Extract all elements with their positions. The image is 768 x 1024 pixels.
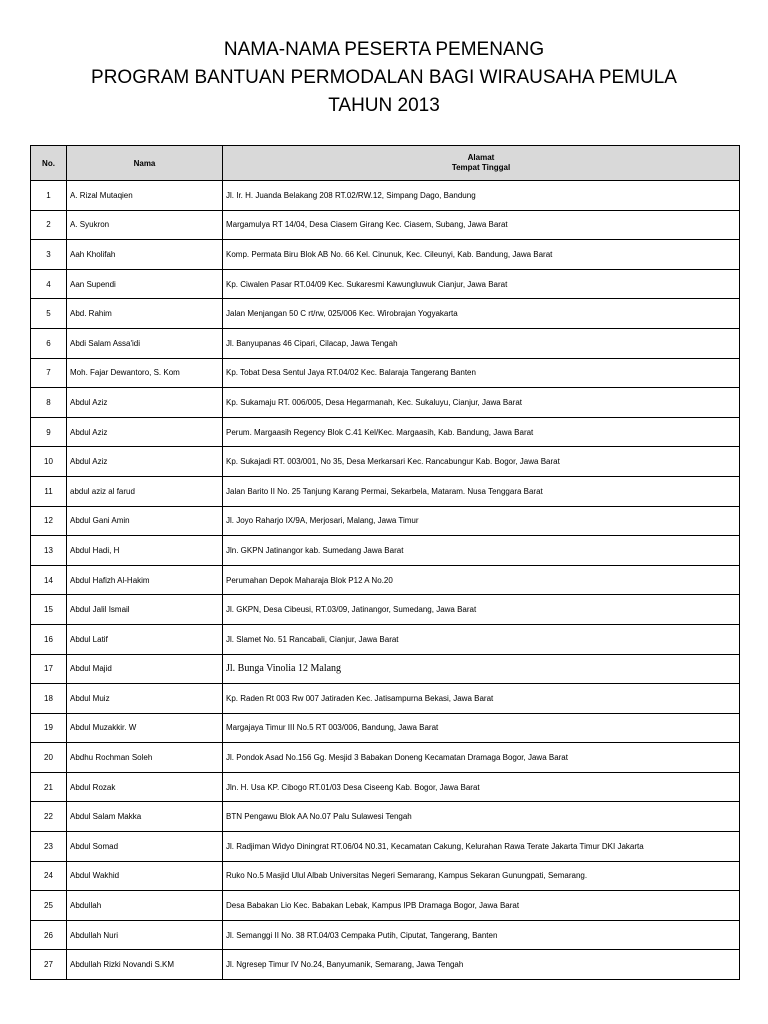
table-row [31, 891, 740, 921]
cell-nama: Abdul Somad [67, 832, 223, 862]
cell-alamat: Jl. Semanggi II No. 38 RT.04/03 Cempaka Putih, Ciputat, Tangerang, Banten [223, 920, 740, 950]
table-row [31, 565, 740, 595]
cell-alamat: Kp. Sukamaju RT. 006/005, Desa Hegarmanah, Kec. Sukaluyu, Cianjur, Jawa Barat [223, 388, 740, 418]
table-header-row [31, 146, 740, 181]
cell-no: 4 [31, 269, 67, 299]
cell-no: 6 [31, 328, 67, 358]
cell-alamat: Jl. GKPN, Desa Cibeusi, RT.03/09, Jatinangor, Sumedang, Jawa Barat [223, 595, 740, 625]
cell-alamat: Jl. Ir. H. Juanda Belakang 208 RT.02/RW.12, Simpang Dago, Bandung [223, 181, 740, 211]
table-row [31, 240, 740, 270]
cell-nama: Abdhu Rochman Soleh [67, 743, 223, 773]
cell-alamat: Kp. Raden Rt 003 Rw 007 Jatiraden Kec. Jatisampurna Bekasi, Jawa Barat [223, 684, 740, 714]
cell-alamat: Kp. Sukajadi RT. 003/001, No 35, Desa Merkarsari Kec. Rancabungur Kab. Bogor, Jawa Barat [223, 447, 740, 477]
cell-no: 27 [31, 950, 67, 980]
cell-nama: Abdul Rozak [67, 772, 223, 802]
table-row [31, 624, 740, 654]
table-row [31, 654, 740, 684]
table-row [31, 269, 740, 299]
cell-nama: Abdul Muzakkir. W [67, 713, 223, 743]
cell-nama: Abdi Salam Assa'idi [67, 328, 223, 358]
table-row [31, 210, 740, 240]
cell-alamat: Jln. H. Usa KP. Cibogo RT.01/03 Desa Ciseeng Kab. Bogor, Jawa Barat [223, 772, 740, 802]
table-row [31, 802, 740, 832]
cell-nama: Abd. Rahim [67, 299, 223, 329]
cell-alamat: BTN Pengawu Blok AA No.07 Palu Sulawesi Tengah [223, 802, 740, 832]
cell-nama: Abdul Muiz [67, 684, 223, 714]
cell-no: 12 [31, 506, 67, 536]
cell-alamat: Kp. Tobat Desa Sentul Jaya RT.04/02 Kec. Balaraja Tangerang Banten [223, 358, 740, 388]
cell-nama: Abdul Aziz [67, 388, 223, 418]
cell-no: 26 [31, 920, 67, 950]
cell-no: 22 [31, 802, 67, 832]
table-row [31, 358, 740, 388]
cell-alamat: Kp. Ciwalen Pasar RT.04/09 Kec. Sukaresmi Kawungluwuk Cianjur, Jawa Barat [223, 269, 740, 299]
cell-alamat: Jalan Barito II No. 25 Tanjung Karang Permai, Sekarbela, Mataram. Nusa Tenggara Barat [223, 476, 740, 506]
cell-nama: Moh. Fajar Dewantoro, S. Kom [67, 358, 223, 388]
header-alamat [223, 146, 740, 181]
cell-alamat: Jln. GKPN Jatinangor kab. Sumedang Jawa Barat [223, 536, 740, 566]
cell-no: 2 [31, 210, 67, 240]
cell-nama: Abdul Hadi, H [67, 536, 223, 566]
cell-nama: Abdul Jalil Ismail [67, 595, 223, 625]
cell-no: 24 [31, 861, 67, 891]
cell-no: 25 [31, 891, 67, 921]
title-line-1: NAMA-NAMA PESERTA PEMENANG [223, 39, 545, 60]
cell-nama: Abdul Majid [67, 654, 223, 684]
cell-alamat: Perumahan Depok Maharaja Blok P12 A No.20 [223, 565, 740, 595]
cell-nama: A. Syukron [67, 210, 223, 240]
cell-alamat: Komp. Permata Biru Blok AB No. 66 Kel. Cinunuk, Kec. Cileunyi, Kab. Bandung, Jawa Barat [223, 240, 740, 270]
table-body [31, 181, 740, 980]
cell-alamat: Margamulya RT 14/04, Desa Ciasem Girang Kec. Ciasem, Subang, Jawa Barat [223, 210, 740, 240]
table-row [31, 299, 740, 329]
cell-nama: A. Rizal Mutaqien [67, 181, 223, 211]
cell-alamat: Jl. Banyupanas 46 Cipari, Cilacap, Jawa Tengah [223, 328, 740, 358]
table-row [31, 506, 740, 536]
cell-nama: Abdul Wakhid [67, 861, 223, 891]
cell-no: 7 [31, 358, 67, 388]
cell-no: 8 [31, 388, 67, 418]
cell-alamat: Jl. Slamet No. 51 Rancabali, Cianjur, Jawa Barat [223, 624, 740, 654]
cell-no: 21 [31, 772, 67, 802]
table-row [31, 388, 740, 418]
cell-nama: Aan Supendi [67, 269, 223, 299]
table-row [31, 861, 740, 891]
cell-no: 13 [31, 536, 67, 566]
cell-no: 3 [31, 240, 67, 270]
cell-no: 5 [31, 299, 67, 329]
cell-nama: Abdullah Rizki Novandi S.KM [67, 950, 223, 980]
cell-nama: Abdul Latif [67, 624, 223, 654]
cell-no: 19 [31, 713, 67, 743]
cell-nama: abdul aziz al farud [67, 476, 223, 506]
cell-no: 18 [31, 684, 67, 714]
cell-no: 20 [31, 743, 67, 773]
cell-alamat: Perum. Margaasih Regency Blok C.41 Kel/Kec. Margaasih, Kab. Bandung, Jawa Barat [223, 417, 740, 447]
cell-alamat: Jl. Ngresep Timur IV No.24, Banyumanik, Semarang, Jawa Tengah [223, 950, 740, 980]
cell-alamat: Jl. Radjiman Widyo Diningrat RT.06/04 N0.31, Kecamatan Cakung, Kelurahan Rawa Terate Jakarta Timur DKI Jakarta [223, 832, 740, 862]
cell-nama: Abdul Salam Makka [67, 802, 223, 832]
table-row [31, 713, 740, 743]
table-row [31, 920, 740, 950]
cell-alamat: Margajaya Timur III No.5 RT 003/006, Bandung, Jawa Barat [223, 713, 740, 743]
table-row [31, 832, 740, 862]
table-row [31, 595, 740, 625]
cell-no: 14 [31, 565, 67, 595]
cell-alamat: Jl. Pondok Asad No.156 Gg. Mesjid 3 Babakan Doneng Kecamatan Dramaga Bogor, Jawa Barat [223, 743, 740, 773]
header-alamat-line2: Tempat Tinggal [451, 163, 511, 172]
cell-alamat: Desa Babakan Lio Kec. Babakan Lebak, Kampus IPB Dramaga Bogor, Jawa Barat [223, 891, 740, 921]
table-row [31, 181, 740, 211]
cell-nama: Aah Kholifah [67, 240, 223, 270]
cell-no: 9 [31, 417, 67, 447]
table-row [31, 536, 740, 566]
cell-nama: Abdul Hafizh Al-Hakim [67, 565, 223, 595]
title-line-2: PROGRAM BANTUAN PERMODALAN BAGI WIRAUSAHA PEMULA [91, 67, 677, 88]
cell-no: 15 [31, 595, 67, 625]
cell-nama: Abdul Gani Amin [67, 506, 223, 536]
cell-alamat: Jalan Menjangan 50 C rt/rw, 025/006 Kec. Wirobrajan Yogyakarta [223, 299, 740, 329]
cell-no: 23 [31, 832, 67, 862]
cell-nama: Abdul Aziz [67, 447, 223, 477]
table-row [31, 328, 740, 358]
document-title [0, 36, 768, 120]
title-line-3: TAHUN 2013 [328, 95, 440, 116]
table-row [31, 417, 740, 447]
table-row [31, 684, 740, 714]
cell-nama: Abdullah Nuri [67, 920, 223, 950]
header-nama: Nama [67, 146, 223, 181]
cell-nama: Abdullah [67, 891, 223, 921]
table-row [31, 476, 740, 506]
cell-no: 1 [31, 181, 67, 211]
cell-alamat: Jl. Joyo Raharjo IX/9A, Merjosari, Malang, Jawa Timur [223, 506, 740, 536]
cell-no: 10 [31, 447, 67, 477]
table-row [31, 743, 740, 773]
cell-no: 16 [31, 624, 67, 654]
header-alamat-line1: Alamat [467, 153, 495, 162]
cell-alamat: Ruko No.5 Masjid Ulul Albab Universitas Negeri Semarang, Kampus Sekaran Gunungpati, Semarang. [223, 861, 740, 891]
participants-table [30, 145, 740, 980]
cell-no: 11 [31, 476, 67, 506]
cell-no: 17 [31, 654, 67, 684]
table-row [31, 447, 740, 477]
cell-nama: Abdul Aziz [67, 417, 223, 447]
cell-alamat: Jl. Bunga Vinolia 12 Malang [223, 654, 740, 684]
header-no: No. [31, 146, 67, 181]
table-row [31, 950, 740, 980]
table-row [31, 772, 740, 802]
